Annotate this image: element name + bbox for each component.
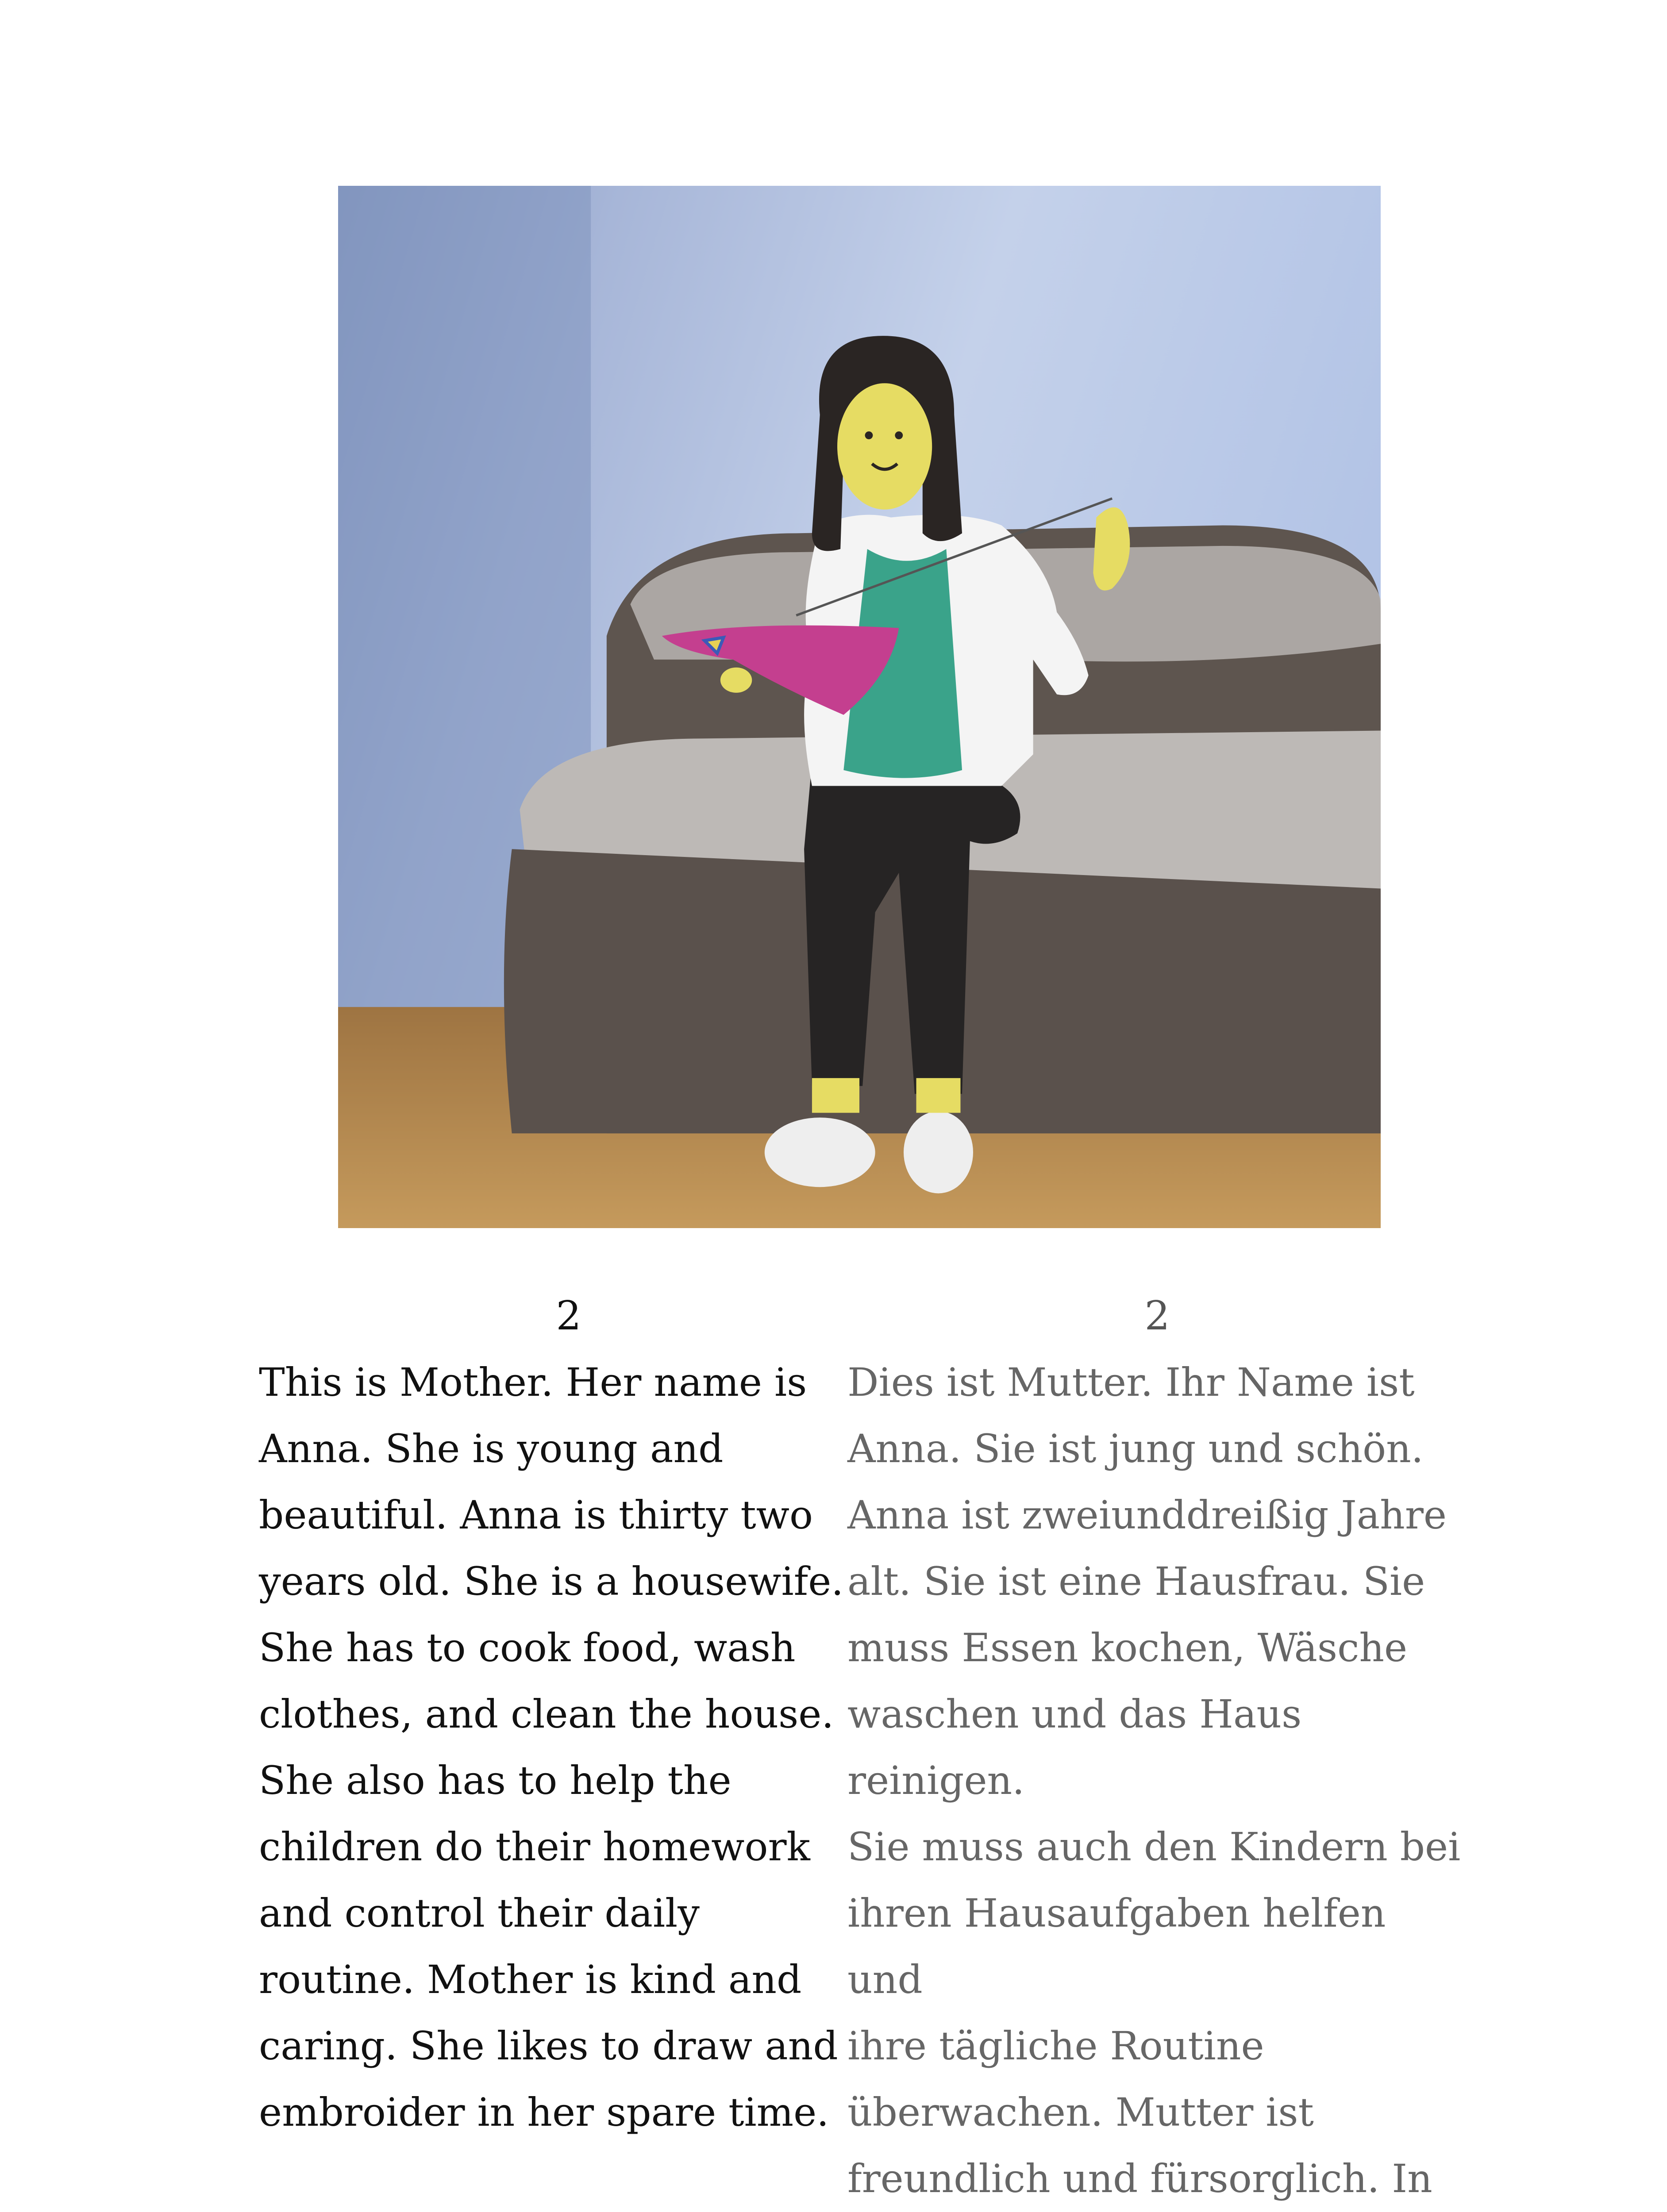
face xyxy=(837,383,932,510)
english-paragraph: This is Mother. Her name is Anna. She is young and beautiful. Anna is thirty two years old. She is a housewife. She has to cook food, wash clothes, and clean the house. She also has to help the children do their homework and control their daily routine. Mother is kind and caring. She likes to draw and embroider in her spare time. xyxy=(259,1359,844,2135)
german-column xyxy=(847,1283,1467,2212)
mother-embroidering-image xyxy=(338,186,1381,1228)
right-shoe xyxy=(904,1111,973,1194)
english-section-number: 2 xyxy=(556,1293,581,1339)
german-paragraph: Dies ist Mutter. Ihr Name ist Anna. Sie ist jung und schön. Anna ist zweiunddreißig Jahre alt. Sie ist eine Hausfrau. Sie muss Essen kochen, Wäsche waschen und das Haus reinigen. Sie muss auch den Kindern bei ihren Hausaufgaben helfen und ihre tägliche Routine überwachen. Mutter ist freundlich und fürsorglich. In xyxy=(847,1359,1461,2201)
english-column xyxy=(259,1283,878,2146)
german-section-number: 2 xyxy=(1144,1293,1170,1339)
illustration xyxy=(338,186,1381,1228)
left-shoe xyxy=(765,1118,875,1187)
